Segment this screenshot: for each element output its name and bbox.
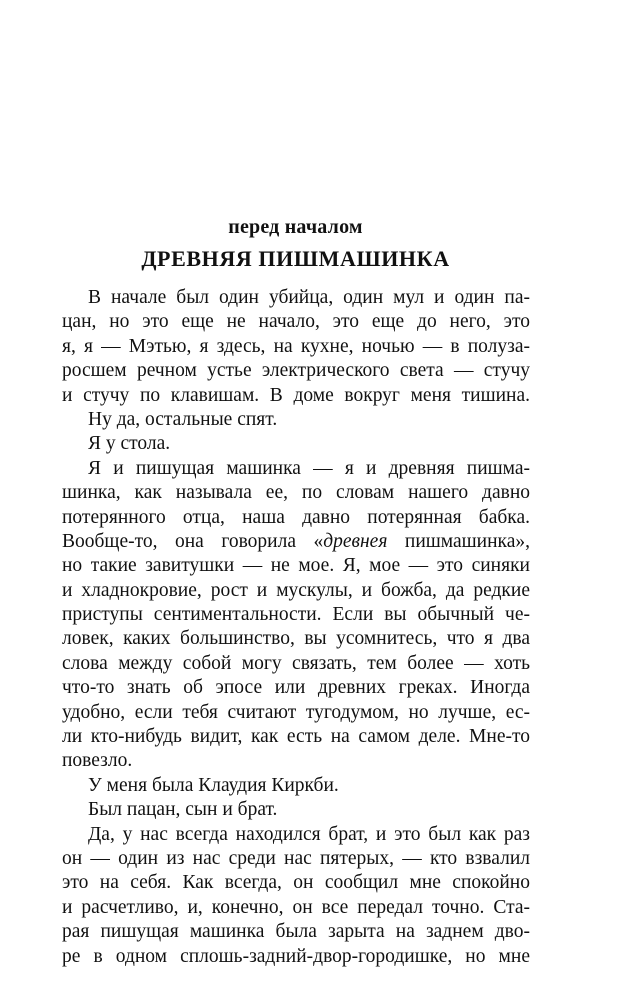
text-line: повезло. [62,750,133,772]
text-line: ли кто-нибудь видит, как есть на самом деле. Мне-то [62,726,530,748]
text-line: Вообще-то, она говорила «древнея пишмашинка», [62,530,531,552]
text-line: но такие завитушки — не мое. Я, мое — это синяки [62,555,530,577]
italic-word: древнея [323,530,388,552]
text-line: и хладнокровие, рост и мускулы, и божба, да редкие [62,579,530,601]
text-line: ре в одном сплошь-задний-двор-городишке, но мне [62,945,530,967]
text-line: слова между собой могу связать, тем более — хоть [62,652,530,674]
text-line: У меня была Клаудия Киркби. [88,774,339,796]
text-line: Да, у нас всегда находился брат, и это был как раз [88,823,530,845]
text-line: Я у стола. [88,433,171,455]
text-line: он — один из нас среди нас пятерых, — кто взвалил [62,847,530,869]
section-pre-heading: перед началом [228,216,363,238]
text-line: потерянного отца, наша давно потерянная бабка. [62,506,530,528]
text-line: шинка, как называла ее, по словам нашего давно [62,482,530,504]
text-line: это на себя. Как всегда, он сообщил мне спокойно [62,872,530,894]
text-line: рая пишущая машинка была зарыта на заднем дво- [62,921,530,943]
text-line: и расчетливо, и, конечно, он все передал точно. Ста- [62,896,530,918]
text-line: и стучу по клавишам. В доме вокруг меня тишина. [62,384,530,406]
text-line: приступы сентиментальности. Если вы обычный че- [62,604,530,626]
text-line: я, я — Мэтью, я здесь, на кухне, ночью — в полуза- [62,335,530,357]
text-line: Я и пишущая машинка — я и древняя пишма- [88,457,530,479]
text-line: Ну да, остальные спят. [88,408,278,430]
text-line: Был пацан, сын и брат. [88,799,278,821]
text-line: что-то знать об эпосе или древних греках. Иногда [62,677,530,699]
body-text [62,286,530,969]
text-line: В начале был один убийца, один мул и один па- [88,287,530,308]
text-line: цан, но это еще не начало, это еще до него, это [62,311,530,333]
chapter-title: ДРЕВНЯЯ ПИШМАШИНКА [141,246,450,271]
text-line: ловек, каких большинство, вы усомнитесь, что я два [62,628,530,650]
text-line: удобно, если тебя считают тугодумом, но лучше, ес- [62,701,530,723]
text-line: росшем речном устье электрического света — стучу [62,360,530,382]
